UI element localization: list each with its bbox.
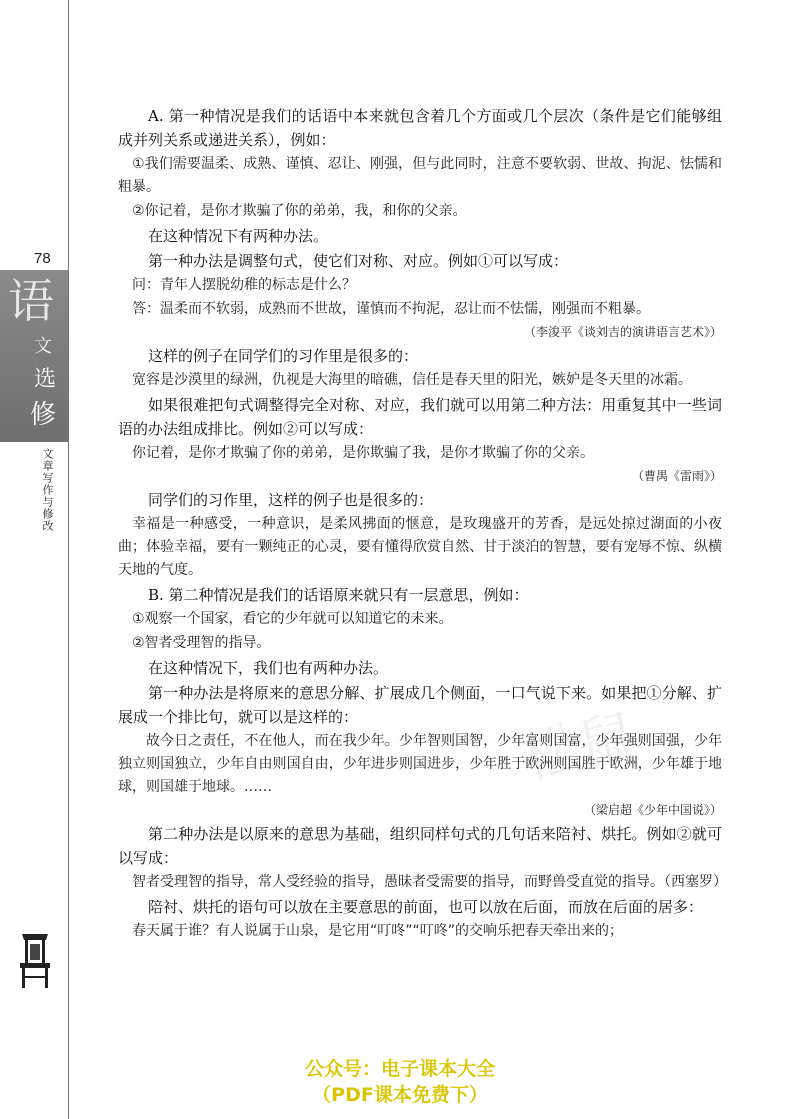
source-citation: （梁启超《少年中国说》） [583, 803, 722, 817]
left-margin-rule [68, 0, 69, 1119]
example-text: ②你记着，是你才欺骗了你的弟弟，我，和你的父亲。 [132, 203, 467, 219]
body-paragraph: 第一种办法是将原来的意思分解、扩展成几个侧面，一口气说下来。如果把①分解、扩展成一个排比句，就可以是这样的： [118, 684, 722, 726]
body-paragraph: B. 第二种情况是我们的话语原来就只有一层意思，例如： [148, 586, 529, 604]
example-text: 你记着，是你才欺骗了你的弟弟，是你欺骗了我，是你才欺骗了你的父亲。 [132, 445, 594, 461]
example-text: 问：青年人摆脱幼稚的标志是什么？ [132, 277, 356, 293]
side-vertical-title: 文章写作与修改 [41, 448, 54, 532]
page-number: 78 [34, 250, 51, 267]
body-paragraph: A. 第一种情况是我们的话语中本来就包含着几个方面或几个层次（条件是它们能够组成并列关系或递进关系），例如： [118, 107, 722, 149]
example-text: 幸福是一种感受，一种意识，是柔风拂面的惬意，是玫瑰盛开的芳香，是远处掠过湖面的小夜曲；体验幸福，要有一颗纯正的心灵，要有懂得欣赏自然、甘于淡泊的智慧，要有宠辱不惊、纵横天地的气度。 [118, 516, 722, 578]
body-paragraph: 这样的例子在同学们的习作里是很多的： [148, 347, 419, 365]
example-text: ①观察一个国家，看它的少年就可以知道它的未来。 [132, 611, 453, 627]
watermark: 松鼠 [515, 701, 643, 793]
side-tab-char-xuan: 选 [34, 367, 57, 392]
example-text: 智者受理智的指导，常人受经验的指导，愚昧者受需要的指导，而野兽受直觉的指导。（西塞罗） [132, 874, 727, 890]
chair-icon [16, 930, 54, 990]
body-paragraph: 在这种情况下有两种办法。 [148, 227, 329, 245]
side-tab [0, 270, 68, 442]
body-paragraph: 第一种办法是调整句式，使它们对称、对应。例如①可以写成： [148, 252, 569, 270]
footer-line-2: （PDF课本免费下） [312, 1084, 488, 1106]
source-citation: （李浚平《谈刘吉的演讲语言艺术》） [523, 325, 722, 339]
side-tab-char-xiu: 修 [30, 400, 57, 430]
example-text: 故今日之责任，不在他人，而在我少年。少年智则国智，少年富则国富，少年强则国强，少年独立则国独立，少年自由则国自由，少年进步则国进步，少年胜于欧洲则国胜于欧洲，少年雄于地球，则国雄于地球。…… [118, 733, 722, 795]
side-tab-char-yu: 语 [8, 274, 54, 328]
side-tab-char-wen: 文 [34, 336, 52, 357]
example-text: 宽容是沙漠里的绿洲，仇视是大海里的暗礁，信任是春天里的阳光，嫉妒是冬天里的冰霜。 [132, 372, 692, 388]
body-paragraph: 在这种情况下，我们也有两种办法。 [148, 659, 389, 677]
footer-line-1: 公众号：电子课本大全 [304, 1058, 495, 1080]
body-paragraph: 陪衬、烘托的语句可以放在主要意思的前面，也可以放在后面，而放在后面的居多： [148, 898, 704, 916]
example-text: ①我们需要温柔、成熟、谨慎、忍让、刚强，但与此同时，注意不要软弱、世故、拘泥、怯懦和粗暴。 [118, 156, 722, 195]
source-citation: （曹禺《雷雨》） [631, 469, 722, 483]
body-paragraph: 同学们的习作里，这样的例子也是很多的： [148, 491, 434, 509]
body-paragraph: 如果很难把句式调整得完全对称、对应，我们就可以用第二种方法：用重复其中一些词语的办法组成排比。例如②可以写成： [118, 396, 722, 438]
example-text: 答：温柔而不软弱，成熟而不世故，谨慎而不拘泥，忍让而不怯懦，刚强而不粗暴。 [132, 301, 650, 317]
example-text: ②智者受理智的指导。 [132, 635, 271, 651]
example-text: 春天属于谁？有人说属于山泉，是它用“叮咚”“叮咚”的交响乐把春天牵出来的； [132, 923, 624, 939]
article-body [118, 104, 727, 944]
body-paragraph: 第二种办法是以原来的意思为基础，组织同样句式的几句话来陪衬、烘托。例如②就可以写成： [118, 825, 722, 867]
